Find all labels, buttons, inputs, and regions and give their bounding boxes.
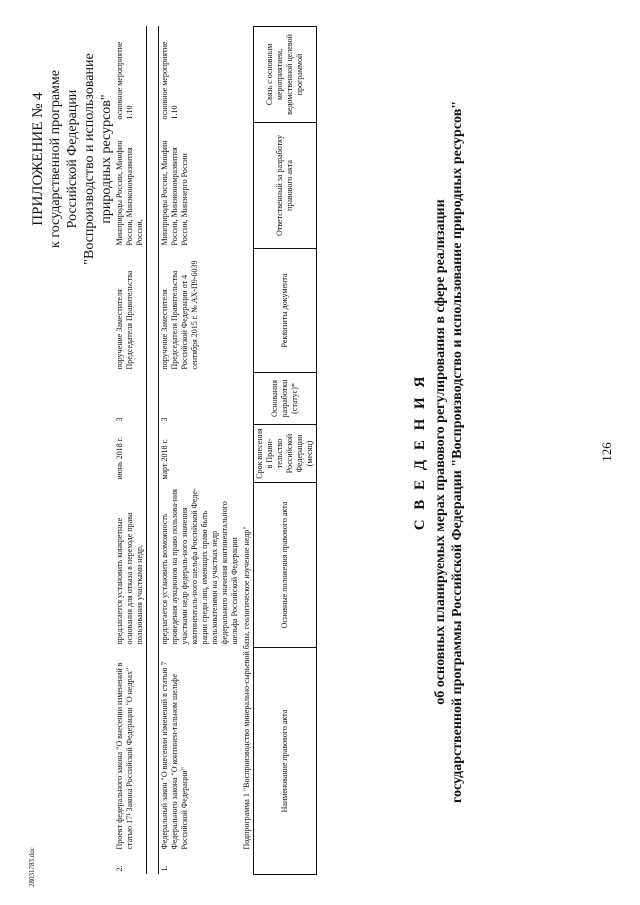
appendix-number: ПРИЛОЖЕНИЕ № 4 [30,92,46,226]
table-row [114,27,147,875]
header-details: Реквизиты документа [254,249,317,373]
header-deadline: Срок внесения в Прави-тельство Российской Федерации (месяц) [254,425,317,483]
header-provisions: Основные положения правового акта [254,483,317,648]
appendix-line: "Воспроизводство и использование [82,53,97,265]
document-heading [432,77,466,827]
header-name: Наименование правового акта [254,648,317,875]
link-cell: основное мероприятие 1.10 [114,27,147,123]
appendix-line: Российской Федерации [65,89,80,229]
responsible-cell: Минприроды России, Минфин России, Минэкономразвития России, Минэнерго России [160,140,189,246]
doc-id: 28031783.doc [28,847,36,887]
act-name-cell: Федеральный закон "О внесении изменений в статью 7 Федерального закона "О континен-тальном шельфе Российской Федерации" [160,661,189,850]
heading-line: государственной программы Российской Федерации "Воспроизводство и использование природных ресурсов" [450,100,465,804]
header-basis: Основания разработки (статус)* [254,373,317,425]
details-cell: поручение Заместителя Председателя Правительства Российской Федерации от 4 сентября 2015 г. № АХ-П9-6039 [160,260,199,370]
heading-line: об основных планируемых мерах правового регулирования в сфере реализации [433,199,448,705]
subprogram-row [241,27,254,875]
link-cell: основное мероприятие 1.10 [160,41,179,120]
rotated-document [20,17,620,887]
act-name-cell: Проект федерального закона "О внесении изменений в статью 17¹ Закона Российской Федерации "О недрах" [114,648,147,853]
document-title: С В Е Д Е Н И Я [412,373,428,531]
details-cell: поручение Заместителя Председателя Правительства [114,249,147,373]
header-responsible: Ответственный за разработку правового акта [254,123,317,249]
basis-cell: 3 [160,417,169,422]
subprogram-title: Подпрограмма 1 "Воспроизводство минерально-сырьевой базы, геологическое изучение недр" [241,27,254,853]
measures-table [114,26,317,875]
provisions-cell: предлагается установить возможность проведения аукционов на право пользова-ния участками недр федераль-ного значения континенталь-ного шельфа Российской Феде-рации среди лиц, имеющих право быть пользователями на участках недр федерального значения континентального шельфа Российской Федерации [160,488,239,645]
responsible-cell: Минприроды России, Минфин России, Минэкономразвития России, [114,123,147,249]
appendix-block [30,39,115,279]
appendix-line: природных ресурсов" [99,94,114,224]
table-row [159,27,242,875]
provisions-cell: предлагается установить конкретные основания для отказа в переходе права пользования участками недр, [114,483,147,648]
deadline-cell: июнь 2018 г. [114,425,147,483]
row-number: 1. [160,865,169,872]
header-link: Связь с основным мероприятием, ведомственной целевой программой [254,27,317,123]
header-row [254,27,317,875]
basis-cell: 3 [114,373,147,425]
appendix-line: к государственной программе [48,70,63,248]
deadline-cell: март 2018 г. [160,439,169,480]
page-number: 126 [599,442,614,462]
row-separator [147,27,159,875]
row-number: 2. [114,853,147,875]
table-body [114,27,317,875]
